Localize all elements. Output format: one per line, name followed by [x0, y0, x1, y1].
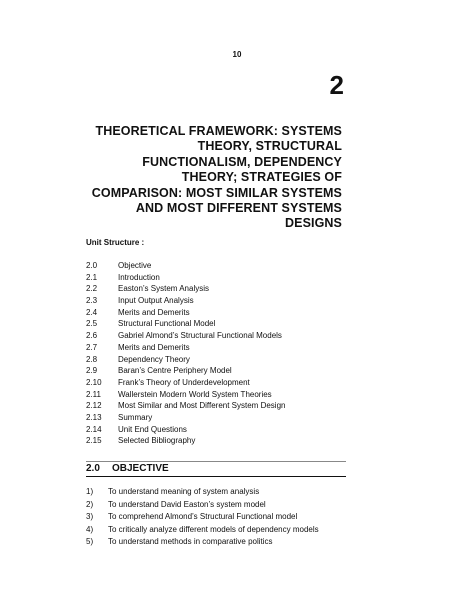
toc-item [86, 260, 285, 272]
toc-item-number: 2.9 [86, 366, 98, 376]
toc-item [86, 272, 285, 284]
objective-text: To understand David Easton’s system model [108, 499, 266, 509]
objective-item [86, 524, 319, 537]
table-of-contents [86, 260, 285, 447]
chapter-title-line: DESIGNS [285, 216, 342, 231]
objective-number: 4) [86, 524, 94, 534]
toc-item [86, 342, 285, 354]
chapter-number: 2 [329, 70, 344, 100]
toc-item-number: 2.4 [86, 307, 98, 317]
toc-item [86, 307, 285, 319]
toc-item [86, 365, 285, 377]
toc-item-text: Dependency Theory [118, 354, 190, 364]
toc-item [86, 283, 285, 295]
toc-item-text: Introduction [118, 272, 160, 282]
toc-item-text: Gabriel Almond’s Structural Functional Models [118, 331, 282, 341]
toc-item-number: 2.10 [86, 377, 102, 387]
objective-number: 3) [86, 512, 94, 521]
objective-text: To comprehend Almond’s Structural Functional model [108, 512, 298, 521]
toc-item [86, 377, 285, 389]
objective-text: To critically analyze different models of dependency models [108, 524, 319, 534]
toc-item-number: 2.13 [86, 412, 102, 422]
toc-item-text: Baran’s Centre Periphery Model [118, 366, 232, 376]
toc-item-number: 2.5 [86, 319, 98, 329]
toc-item-text: Selected Bibliography [118, 436, 196, 446]
toc-item-text: Wallerstein Modern World System Theories [118, 389, 272, 399]
toc-item-number: 2.3 [86, 296, 98, 306]
toc-item [86, 330, 285, 342]
toc-item [86, 412, 285, 424]
toc-item-text: Merits and Demerits [118, 342, 190, 352]
objective-item [86, 536, 319, 549]
toc-item-number: 2.12 [86, 401, 102, 411]
objective-item [86, 486, 319, 499]
chapter-title-line: AND MOST DIFFERENT SYSTEMS [135, 201, 342, 216]
toc-item-number: 2.8 [86, 354, 98, 364]
objective-item [86, 511, 319, 524]
objective-number: 2) [86, 499, 94, 509]
toc-item-text: Objective [118, 261, 152, 270]
objective-text: To understand methods in comparative politics [108, 537, 273, 546]
toc-item-number: 2.15 [86, 436, 102, 446]
page-number: 10 [232, 50, 242, 59]
toc-item-text: Unit End Questions [118, 424, 187, 434]
section-heading [86, 461, 346, 477]
toc-item-number: 2.14 [86, 424, 102, 434]
toc-item-number: 2.6 [86, 331, 98, 341]
toc-item [86, 400, 285, 412]
toc-item [86, 354, 285, 366]
toc-item [86, 295, 285, 307]
toc-item [86, 389, 285, 401]
toc-item-text: Input Output Analysis [118, 296, 194, 306]
toc-item-text: Structural Functional Model [118, 319, 216, 329]
objective-number: 5) [86, 537, 94, 546]
objective-item [86, 499, 319, 512]
toc-item-number: 2.0 [86, 261, 98, 270]
chapter-title-line: THEORY, STRUCTURAL [197, 139, 342, 154]
toc-item-number: 2.11 [86, 389, 101, 399]
toc-item-number: 2.1 [86, 272, 98, 282]
section-title: OBJECTIVE [112, 463, 169, 474]
unit-structure-label: Unit Structure : [86, 238, 145, 247]
toc-item-text: Summary [118, 412, 153, 422]
toc-item-number: 2.7 [86, 342, 98, 352]
toc-item-text: Frank’s Theory of Underdevelopment [118, 377, 250, 387]
section-number: 2.0 [86, 463, 100, 474]
objectives-list [86, 486, 319, 549]
chapter-title-line: THEORETICAL FRAMEWORK: SYSTEMS [95, 124, 342, 138]
toc-item-number: 2.2 [86, 284, 98, 294]
toc-item-text: Merits and Demerits [118, 307, 190, 317]
chapter-title [80, 124, 342, 232]
toc-item [86, 318, 285, 330]
toc-item-text: Most Similar and Most Different System Design [118, 401, 286, 411]
toc-item [86, 435, 285, 447]
chapter-title-line: THEORY; STRATEGIES OF [181, 170, 342, 185]
chapter-title-line: FUNCTIONALISM, DEPENDENCY [142, 154, 342, 169]
objective-number: 1) [86, 487, 94, 496]
toc-item [86, 424, 285, 436]
chapter-title-line: COMPARISON: MOST SIMILAR SYSTEMS [91, 185, 342, 200]
toc-item-text: Easton’s System Analysis [118, 284, 210, 294]
objective-text: To understand meaning of system analysis [108, 487, 260, 496]
